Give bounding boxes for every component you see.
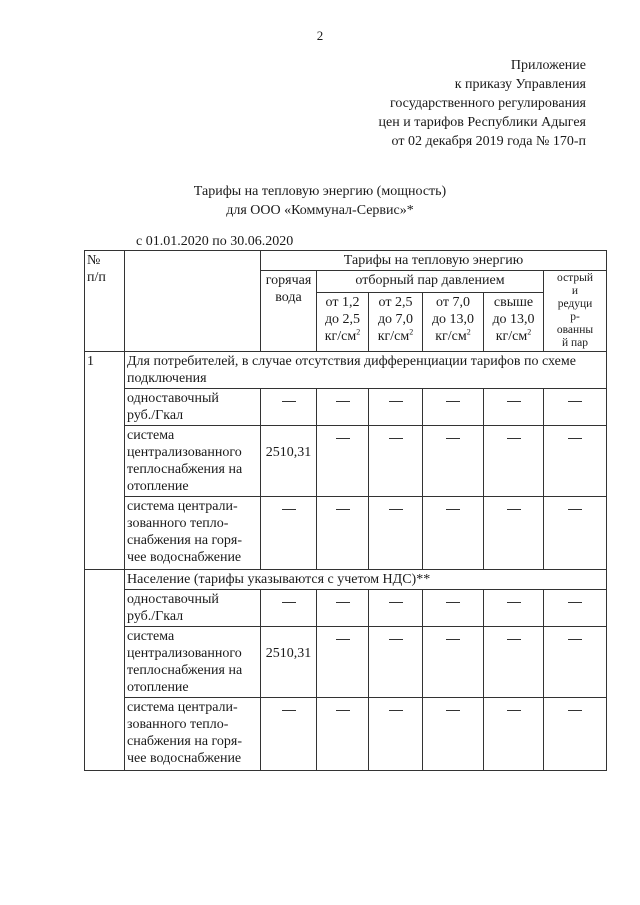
dash-cell (423, 497, 484, 570)
dash-cell (484, 627, 544, 698)
table-row (85, 426, 607, 497)
dash-cell (484, 389, 544, 426)
dash-cell (423, 627, 484, 698)
dash-cell (317, 590, 369, 627)
table-row (85, 497, 607, 570)
dash-cell (261, 497, 317, 570)
tariff-table (84, 250, 607, 771)
dash-cell (423, 698, 484, 771)
dash-cell (369, 698, 423, 771)
dash-cell (369, 627, 423, 698)
dash-cell (369, 426, 423, 497)
appendix-line-3: государственного регулирования (389, 96, 586, 111)
header-tariffs-title: Тарифы на тепловую энергию (261, 251, 607, 271)
appendix-line-2: к приказу Управления (454, 77, 586, 92)
appendix-line-4: цен и тарифов Республики Адыгея (378, 115, 586, 130)
dash-cell (317, 698, 369, 771)
dash-cell (544, 497, 607, 570)
appendix-line-1: Приложение (510, 58, 586, 73)
dash-cell (317, 389, 369, 426)
row-label-central-heating: система централизованного теплоснабжения на отопление (125, 627, 261, 698)
dash-cell (484, 590, 544, 627)
header-number-cell: № п/п (85, 251, 125, 352)
table-row (85, 627, 607, 698)
section-1-number: 1 (85, 352, 125, 570)
dash-cell (423, 426, 484, 497)
dash-cell (544, 627, 607, 698)
dash-cell (261, 389, 317, 426)
section-2-title: Население (тарифы указываются с учетом НДС)** (125, 570, 607, 590)
dash-cell (544, 698, 607, 771)
dash-cell (317, 627, 369, 698)
row-label-one-rate: одноставочный руб./Гкал (125, 389, 261, 426)
page-number: 2 (316, 28, 324, 43)
dash-cell (423, 389, 484, 426)
row-label-one-rate: одноставочный руб./Гкал (125, 590, 261, 627)
dash-cell (484, 426, 544, 497)
value-heating-hot-water: 2510,31 (261, 627, 317, 698)
row-label-central-heating: система централизованного теплоснабжения на отопление (125, 426, 261, 497)
title-line-1: Тарифы на тепловую энергию (мощность) (193, 184, 447, 199)
dash-cell (369, 497, 423, 570)
header-pressure-4: свыше до 13,0 $кг/см^2$ (484, 292, 544, 351)
row-label-central-hot-water: система централи- зованного тепло- снабжения на горя- чее водоснабжение (125, 497, 261, 570)
tariff-period: с 01.01.2020 по 30.06.2020 (136, 234, 294, 249)
dash-cell (261, 698, 317, 771)
section-2-number (85, 570, 125, 771)
dash-cell (484, 497, 544, 570)
table-row (85, 698, 607, 771)
header-pressure-1: от 1,2 до 2,5 $кг/см^2$ (317, 292, 369, 351)
dash-cell (423, 590, 484, 627)
header-steam-title: отборный пар давлением (317, 271, 544, 293)
title-line-2: для ООО «Коммунал-Сервис»* (226, 203, 414, 218)
document-title (0, 182, 640, 220)
header-sharp-steam: острый и редуци р- ованны й пар (544, 271, 607, 352)
value-heating-hot-water: 2510,31 (261, 426, 317, 497)
dash-cell (544, 590, 607, 627)
table-row (85, 590, 607, 627)
dash-cell (369, 590, 423, 627)
dash-cell (484, 698, 544, 771)
header-pressure-3: от 7,0 до 13,0 $кг/см^2$ (423, 292, 484, 351)
header-pressure-2: от 2,5 до 7,0 $кг/см^2$ (369, 292, 423, 351)
dash-cell (261, 590, 317, 627)
table-row (85, 389, 607, 426)
row-label-central-hot-water: система централи- зованного тепло- снабжения на горя- чее водоснабжение (125, 698, 261, 771)
dash-cell (544, 389, 607, 426)
dash-cell (544, 426, 607, 497)
dash-cell (317, 497, 369, 570)
header-blank-cell (125, 251, 261, 352)
section-1-title: Для потребителей, в случае отсутствия дифференциации тарифов по схеме подключения (125, 352, 607, 389)
dash-cell (317, 426, 369, 497)
appendix-header (379, 56, 586, 151)
dash-cell (369, 389, 423, 426)
appendix-line-5: от 02 декабря 2019 года № 170-п (391, 134, 586, 149)
header-hot-water: горячая вода (261, 271, 317, 352)
